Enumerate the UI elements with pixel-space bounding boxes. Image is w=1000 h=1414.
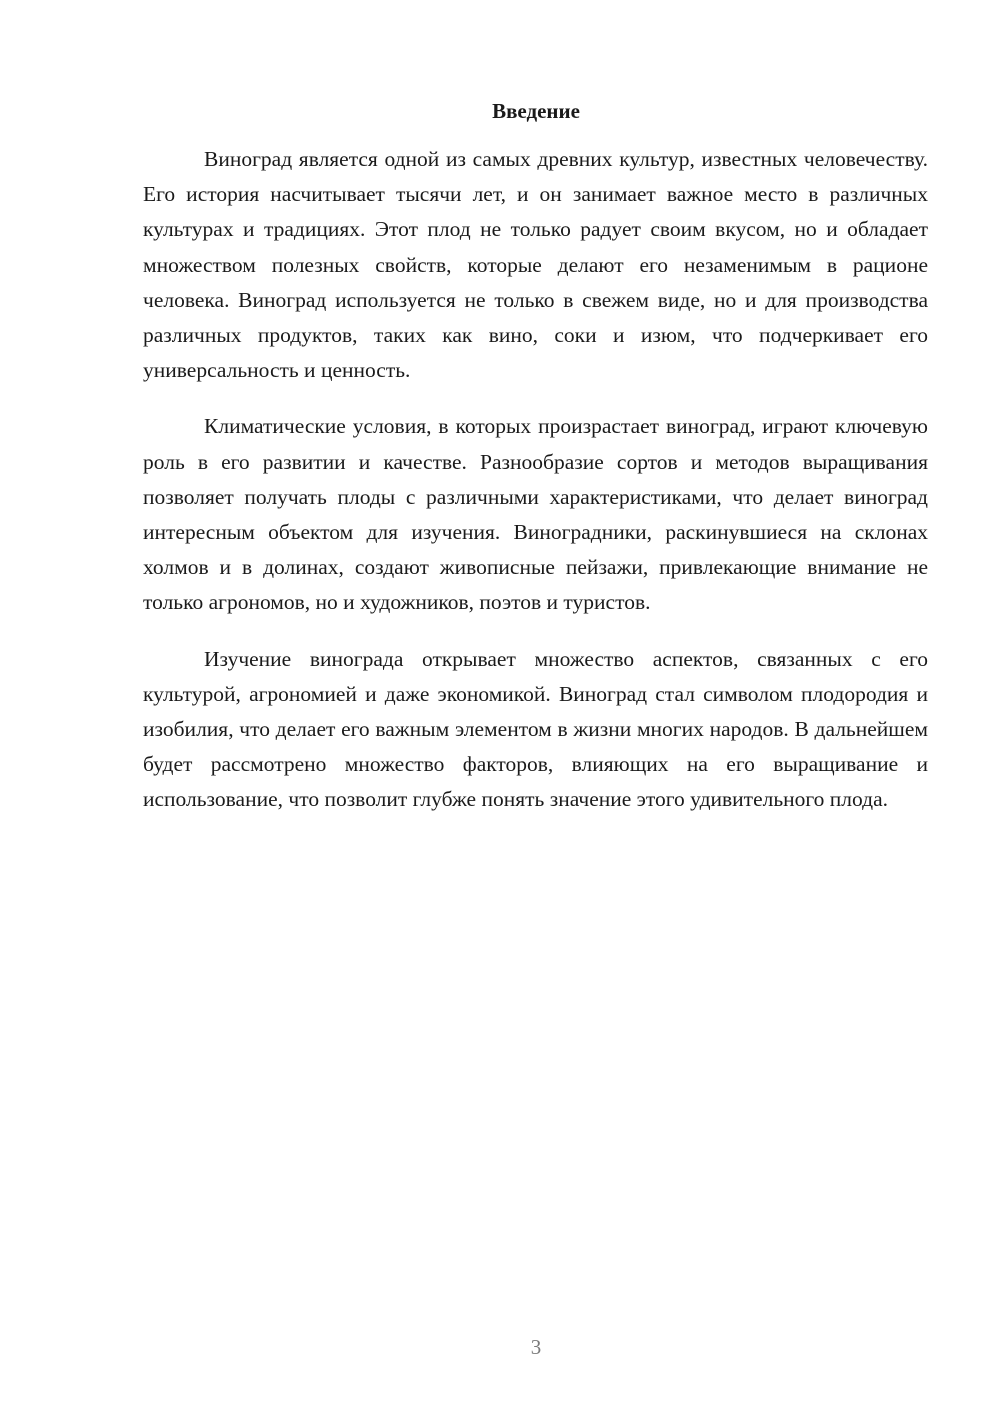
paragraph-3: Изучение винограда открывает множество аспектов, связанных с его культурой, агрономией и даже экономикой. Виноград стал символом плодородия и изобилия, что делает его важным элементом в жизни многих народов. В дальнейшем будет рассмотрено множество факторов, влияющих на его выращивание и использование, что позволит глубже понять значение этого удивительного плода. <box>143 646 928 812</box>
page-number: 3 <box>530 1335 542 1359</box>
body-text <box>143 142 928 839</box>
paragraph-2: Климатические условия, в которых произрастает виноград, играют ключевую роль в его развитии и качестве. Разнообразие сортов и методов выращивания позволяет получать плоды с различными характеристиками, что делает виноград интересным объектом для изучения. Виноградники, раскинувшиеся на склонах холмов и в долинах, создают живописные пейзажи, привлекающие внимание не только агрономов, но и художников, поэтов и туристов. <box>143 414 928 615</box>
section-title: Введение <box>492 99 580 123</box>
paragraph-1: Виноград является одной из самых древних культур, известных человечеству. Его история насчитывает тысячи лет, и он занимает важное место в различных культурах и традициях. Этот плод не только радует своим вкусом, но и обладает множеством полезных свойств, которые делают его незаменимым в рационе человека. Виноград используется не только в свежем виде, но и для производства различных продуктов, таких как вино, соки и изюм, что подчеркивает его универсальность и ценность. <box>143 147 928 383</box>
